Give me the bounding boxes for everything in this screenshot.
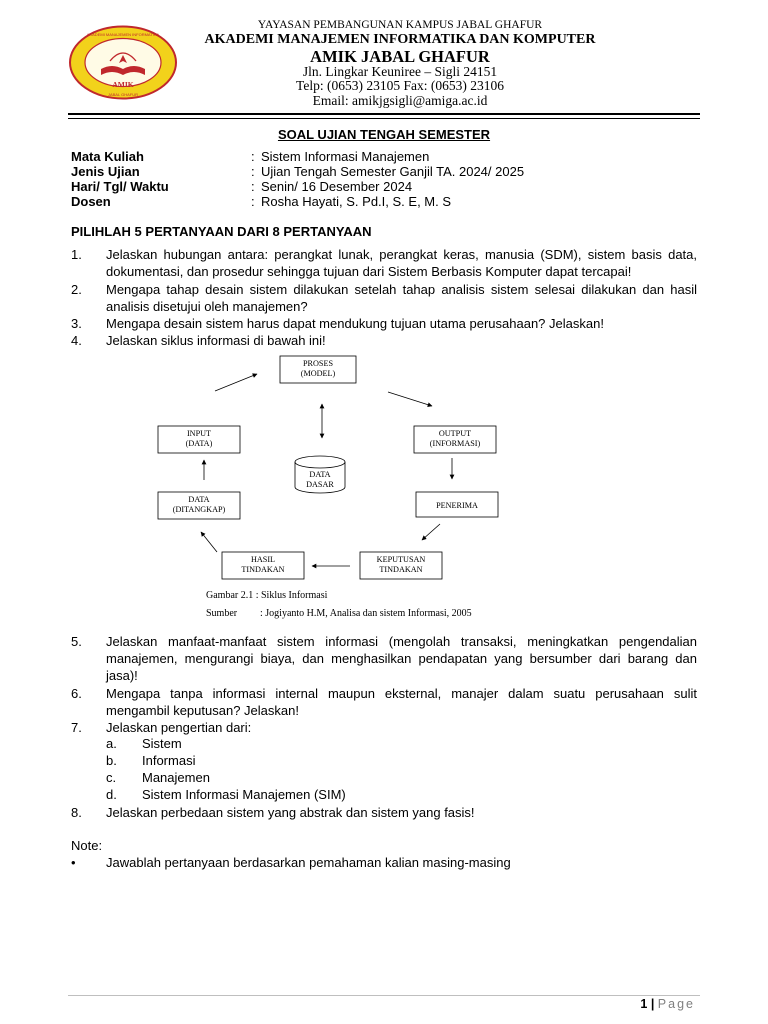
box-output-line1: OUTPUT — [438, 429, 472, 438]
figure-source-label: Sumber — [206, 608, 238, 619]
logo-text: AMIK — [112, 80, 134, 89]
info-label: Jenis Ujian — [71, 164, 140, 179]
box-keputusan-line1: KEPUTUSAN — [376, 555, 426, 564]
arrow-hasil-to-data — [201, 532, 217, 552]
box-data-line1: DATA — [188, 495, 210, 504]
email: Email: amikjgsigli@amiga.ac.id — [312, 93, 488, 108]
question-number: 4. — [71, 333, 82, 348]
note-label: Note: — [71, 838, 103, 853]
question-number: 1. — [71, 247, 82, 262]
letterhead-rule-thick — [68, 113, 700, 115]
question-text: Jelaskan perbedaan sistem yang abstrak dan sistem yang fasis! — [106, 805, 475, 820]
instruction: PILIHLAH 5 PERTANYAAN DARI 8 PERTANYAAN — [71, 224, 372, 239]
database-line2: DASAR — [306, 480, 334, 489]
info-colon: : — [251, 194, 255, 209]
subitem-letter: d. — [106, 787, 117, 802]
box-input-line2: (DATA) — [185, 439, 213, 448]
question-text: Jelaskan manfaat-manfaat sistem informasi (mengolah transaksi, meningkatkan pengendalian manajemen, mengurangi biaya, dan menghasilkan pendapatan yang bersumber dari barang dan jasa)! — [106, 634, 697, 683]
phone-fax: Telp: (0653) 23105 Fax: (0653) 23106 — [296, 78, 504, 93]
box-keputusan-line2: TINDAKAN — [379, 565, 423, 574]
info-label: Mata Kuliah — [71, 149, 144, 164]
box-proses-line2: (MODEL) — [300, 369, 336, 378]
info-colon: : — [251, 164, 255, 179]
box-output-line2: (INFORMASI) — [429, 439, 481, 448]
subitem-text: Sistem — [142, 736, 182, 751]
question-number: 2. — [71, 282, 82, 297]
note-text: Jawablah pertanyaan berdasarkan pemahaman kalian masing-masing — [106, 855, 511, 870]
figure-caption: Gambar 2.1 : Siklus Informasi — [206, 590, 328, 601]
box-input-line1: INPUT — [186, 429, 212, 438]
question-number: 5. — [71, 634, 82, 649]
question-number: 6. — [71, 686, 82, 701]
question-number: 7. — [71, 720, 82, 735]
question-text: Jelaskan pengertian dari: — [106, 720, 252, 735]
box-data-line2: (DITANGKAP) — [172, 505, 226, 514]
arrow-input-to-proses — [215, 374, 257, 391]
info-value: Sistem Informasi Manajemen — [261, 149, 430, 164]
box-hasil-line2: TINDAKAN — [241, 565, 285, 574]
info-value: Ujian Tengah Semester Ganjil TA. 2024/ 2025 — [261, 164, 525, 179]
box-proses-line1: PROSES — [302, 359, 334, 368]
database-line1: DATA — [309, 470, 331, 479]
page-footer — [560, 997, 695, 1011]
subitem-letter: a. — [106, 736, 117, 751]
question-text: Mengapa desain sistem harus dapat mendukung tujuan utama perusahaan? Jelaskan! — [106, 316, 604, 331]
foundation-name: YAYASAN PEMBANGUNAN KAMPUS JABAL GHAFUR — [257, 19, 543, 31]
institution-name: AMIK JABAL GHAFUR — [310, 47, 490, 66]
page-number: 1 — [640, 997, 648, 1011]
footer-rule — [68, 995, 700, 996]
figure-source-text: : Jogiyanto H.M, Analisa dan sistem Informasi, 2005 — [260, 608, 472, 619]
info-value: Senin/ 16 Desember 2024 — [261, 179, 413, 194]
question-text: Jelaskan hubungan antara: perangkat lunak, perangkat keras, manusia (SDM), sistem basis data, dokumentasi, dan prosedur sehingga tujuan dari Sistem Berbasis Komputer dapat tercapai! — [106, 247, 697, 279]
subitem-letter: b. — [106, 753, 117, 768]
question-text: Mengapa tahap desain sistem dilakukan setelah tahap analisis sistem selesai dilakukan dan hasil analisis disetujui oleh manajemen? — [106, 282, 697, 314]
arrow-penerima-to-keputusan — [422, 524, 440, 540]
question-text: Jelaskan siklus informasi di bawah ini! — [106, 333, 326, 348]
subitem-letter: c. — [106, 770, 117, 785]
question-number: 3. — [71, 316, 82, 331]
question-number: 8. — [71, 805, 82, 820]
info-label: Hari/ Tgl/ Waktu — [71, 179, 169, 194]
subitem-text: Informasi — [142, 753, 196, 768]
svg-text:JABAL GHAFUR: JABAL GHAFUR — [107, 92, 139, 97]
note-bullet: • — [71, 855, 76, 870]
svg-text:AKADEMI MANAJEMEN INFORMATIKA: AKADEMI MANAJEMEN INFORMATIKA — [86, 32, 160, 37]
subitem-text: Manajemen — [142, 770, 210, 785]
amik-logo — [68, 25, 178, 100]
information-cycle-diagram — [150, 352, 560, 632]
academy-name: AKADEMI MANAJEMEN INFORMATIKA DAN KOMPUTER — [204, 32, 596, 47]
letterhead-rule-thin — [68, 118, 700, 119]
box-hasil-line1: HASIL — [250, 555, 276, 564]
info-label: Dosen — [71, 194, 111, 209]
box-penerima-line1: PENERIMA — [436, 501, 478, 510]
footer-separator: | — [650, 997, 655, 1011]
exam-title: SOAL UJIAN TENGAH SEMESTER — [277, 127, 491, 142]
page-word: Page — [657, 997, 695, 1011]
address: Jln. Lingkar Keuniree – Sigli 24151 — [302, 64, 498, 79]
question-text: Mengapa tanpa informasi internal maupun eksternal, manajer dalam suatu perusahaan sulit mengambil keputusan? Jelaskan! — [106, 686, 697, 718]
subitem-text: Sistem Informasi Manajemen (SIM) — [142, 787, 346, 802]
info-colon: : — [251, 149, 255, 164]
info-value: Rosha Hayati, S. Pd.I, S. E, M. S — [261, 194, 452, 209]
arrow-proses-to-output — [388, 392, 432, 406]
info-colon: : — [251, 179, 255, 194]
